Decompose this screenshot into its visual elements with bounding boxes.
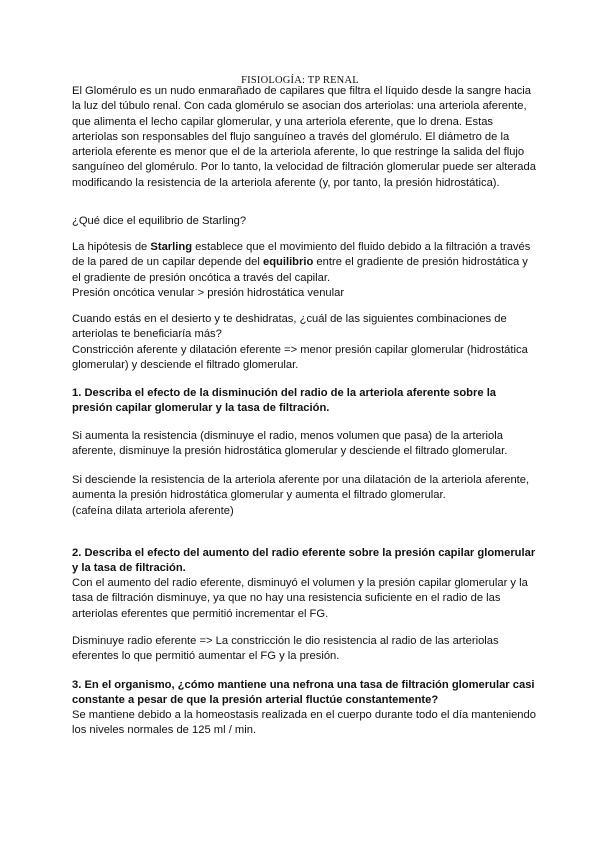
- question-1-heading: [72, 386, 537, 417]
- question-1-answer-b-note: (cafeína dilata arteriola aferente): [72, 504, 234, 517]
- question-1-answer-b: [72, 473, 537, 519]
- starling-question: [72, 214, 537, 229]
- pressure-relation-text: Presión oncótica venular > presión hidrostática venular: [72, 286, 345, 299]
- desert-answer-text: Constricción aferente y dilatación eferente => menor presión capilar glomerular (hidrostática glomerular) y desciende el filtrado glomerular.: [72, 343, 528, 371]
- question-1-answer-a-text: Si aumenta la resistencia (disminuye el radio, menos volumen que pasa) de la arteriola aferente, disminuye la presión hidrostática glomerular y desciende el filtrado glomerular.: [72, 430, 508, 458]
- starling-answer-part-3: entre el gradiente de presión hidrostática y el gradiente de presión oncótica a través del capilar.: [72, 256, 528, 284]
- desert-block: [72, 312, 537, 373]
- document-title: FISIOLOGÍA: TP RENAL: [241, 75, 359, 86]
- starling-term: Starling: [150, 241, 193, 253]
- question-2-answer-a: [72, 576, 537, 622]
- desert-question-text: Cuando estás en el desierto y te deshidratas, ¿cuál de las siguientes combinaciones de arteriolas te beneficiaría más?: [72, 313, 507, 341]
- question-2-text: 2. Describa el efecto del aumento del radio eferente sobre la presión capilar glomerular y la tasa de filtración.: [72, 547, 536, 575]
- starling-answer-part-1: La hipótesis de: [72, 241, 151, 253]
- question-3-answer-text: Se mantiene debido a la homeostasis realizada en el cuerpo durante todo el día manteniendo los niveles normales de 125 ml / min.: [72, 709, 536, 737]
- intro-text: El Glomérulo es un nudo enmarañado de capilares que filtra el líquido desde la sangre hacia la luz del túbulo renal. Con cada glomérulo se asocian dos arteriolas: una arteriola aferente, que alimenta el lecho capilar glomerular, y una arteriola eferente, que lo drena. Estas arteriolas son responsables del flujo sanguíneo a través del glomérulo. El diámetro de la arteriola eferente es menor que el de la arteriola aferente, lo que restringe la salida del flujo sanguíneo del glomérulo. Por lo tanto, la velocidad de filtración glomerular puede ser alterada modificando la resistencia de la arteriola aferente (y, por tanto, la presión hidrostática).: [72, 85, 536, 189]
- question-2-heading: [72, 546, 537, 577]
- question-1-text: 1. Describa el efecto de la disminución del radio de la arteriola aferente sobre la presión capilar glomerular y la tasa de filtración.: [72, 387, 497, 415]
- starling-answer-text: [72, 240, 537, 286]
- equilibrio-term: equilibrio: [262, 256, 314, 269]
- question-2-answer-b-text: Disminuye radio eferente => La constricción le dio resistencia al radio de las arteriolas eferentes lo que permitió aumentar el FG y la presión.: [72, 635, 499, 663]
- question-1-answer-b-text: Si desciende la resistencia de la arteriola aferente por una dilatación de la arteriola aferente, aumenta la presión hidrostática glomerular y aumenta el filtrado glomerular.: [72, 474, 530, 502]
- intro-paragraph: [72, 84, 537, 191]
- question-3-answer: [72, 708, 537, 739]
- starling-question-text: ¿Qué dice el equilibrio de Starling?: [72, 215, 247, 227]
- question-1-answer-a: [72, 429, 537, 460]
- starling-answer-part-2: establece que el movimiento del fluido debido a la filtración a través de la pared de un capilar depende del: [72, 241, 531, 269]
- starling-answer: [72, 240, 537, 301]
- question-3-text: 3. En el organismo, ¿cómo mantiene una nefrona una tasa de filtración glomerular casi constante a pesar de que la presión arterial fluctúe constantemente?: [72, 679, 535, 707]
- question-2-answer-a-text: Con el aumento del radio eferente, disminuyó el volumen y la presión capilar glomerular y la tasa de filtración disminuye, ya que no hay una resistencia suficiente en el radio de las arteriolas eferentes que permitió incrementar el FG.: [72, 577, 528, 620]
- question-3-heading: [72, 678, 537, 709]
- question-2-answer-b: [72, 634, 537, 665]
